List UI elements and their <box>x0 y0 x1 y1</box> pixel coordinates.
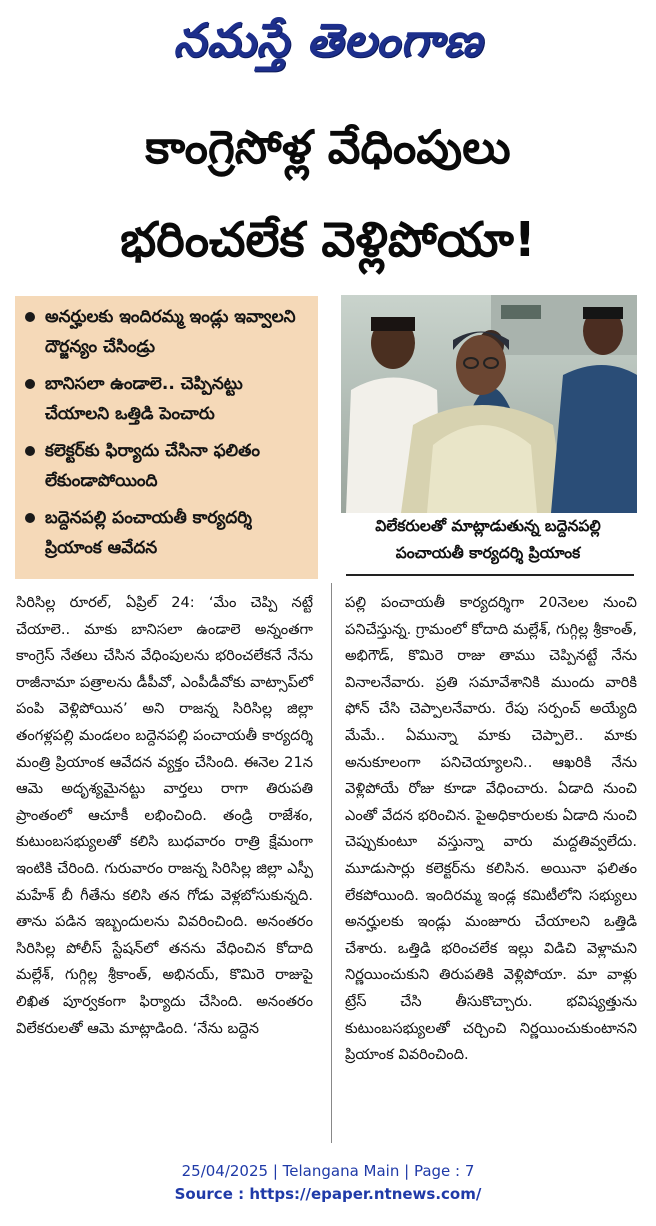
masthead <box>0 0 656 92</box>
column-divider <box>331 583 332 1143</box>
highlight-text: బానిసలా ఉండాలె.. చెప్పినట్టు చేయాలని ఒత్తిడి పెంచారు <box>45 374 243 424</box>
caption-divider <box>346 574 634 576</box>
bullet-icon <box>25 513 35 523</box>
photo-caption <box>357 513 619 567</box>
bullet-icon <box>25 312 35 322</box>
bullet-icon <box>25 379 35 389</box>
highlight-text: బద్దెనపల్లి పంచాయతీ కార్యదర్శి ప్రియాంక ఆవేదన <box>45 508 252 558</box>
bullet-icon <box>25 446 35 456</box>
highlight-item <box>25 302 310 362</box>
footer-edition-info: 25/04/2025 | Telangana Main | Page : 7 <box>181 1162 475 1180</box>
headline-line-1: కాంగ్రెసోళ్ల వేధింపులు <box>145 120 511 174</box>
highlight-item <box>25 369 310 429</box>
footer-source-link[interactable]: Source : https://epaper.ntnews.com/ <box>174 1185 482 1203</box>
photo-illustration <box>341 295 637 513</box>
article-right-column: పల్లి పంచాయతీ కార్యదర్శిగా 20నెలల నుంచి పనిచేస్తున్న. గ్రామంలో కోదాది మల్లేశ్, గుగ్గిల్ల శ్రీకాంత్, అభిగౌడ్, కొమిరె రాజు తాము చెప్పినట్టే నేను వినాలనేవారు. ప్రతి సమావేశానికి ముందు వారికి ఫోన్ చేసి చెప్పాలనేవారు. రేపు సర్పంచ్ అయ్యేది మేమే.. ఏమున్నా మాకు చెప్పాలె.. మాకు అనుకూలంగా పనిచెయ్యాలని.. ఆఖరికి నేను వెళ్లిపోయే రోజు కూడా వేధించారు. ఏడాది నుంచి ఎంతో వేదన భరించిన. పైఅధికారులకు ఏడాది నుంచి చెప్పుకుంటూ వస్తున్నా వారు మద్దతివ్వలేదు. మూడుసార్లు కలెక్టర్‌ను కలిసిన. అయినా ఫలితం లేకపోయింది. ఇందిరమ్మ ఇండ్ల కమిటీలోని సభ్యులు అనర్హులకు ఇండ్లు మంజూరు చేయాలని ఒత్తిడి చేశారు. ఒత్తిడి భరించలేక ఇల్లు విడిచి వెళ్లామని నిర్ణయించుకుని తిరుపతికి వెళ్లిపోయా. మా వాళ్లు ట్రేస్ చేసి తీసుకొచ్చారు. భవిష్యత్తును కుటుంబసభ్యులతో చర్చించి నిర్ణయించుకుంటానని ప్రియాంక వివరించింది. <box>345 594 637 1064</box>
highlights-box <box>15 296 318 579</box>
article-left-column: సిరిసిల్ల రూరల్, ఏప్రిల్ 24: ‘మేం చెప్పి నట్టే చేయాలె.. మాకు బానిసలా ఉండాలె అన్నంతగా కాంగ్రెస్ నేతలు చేసిన వేధింపులను భరించలేకనే నేను రాజీనామా పత్రాలను డీపీవో, ఎంపీడీవోకు వాట్సాప్‌లో పంపి వెళ్లిపోయిన’ అని రాజన్న సిరిసిల్ల జిల్లా తంగళ్లపల్లి మండలం బద్దెనపల్లి పంచాయతీ కార్యదర్శి మంత్రి ప్రియాంక ఆవేదన వ్యక్తం చేసింది. ఈనెల 21న ఆమె అదృశ్యమైనట్టు వార్తలు రాగా తిరుపతి ప్రాంతంలో ఆచూకీ లభించింది. తండ్రి రాజేశం, కుటుంబసభ్యులతో కలిసి బుధవారం రాత్రి క్షేమంగా ఇంటికి చేరింది. గురువారం రాజన్న సిరిసిల్ల జిల్లా ఎస్పీ మహేశ్ బీ గీతేను కలిసి తన గోడు వెళ్లబోసుకున్నది. తాను పడిన ఇబ్బందులను వివరించింది. అనంతరం సిరిసిల్ల పోలీస్ స్టేషన్‌లో తనను వేధించిన కోదాది మల్లేశ్, గుగ్గిల్ల శ్రీకాంత్, అభినయ్, కొమిరె రాజుపై లిఖిత పూర్వకంగా ఫిర్యాదు చేసింది. అనంతరం విలేకరులతో ఆమె మాట్లాడింది. ‘నేను బద్దెన <box>16 594 313 1037</box>
highlight-text: కలెక్టర్‌కు ఫిర్యాదు చేసినా ఫలితం లేకుండాపోయింది <box>45 441 260 491</box>
highlight-text: అనర్హులకు ఇందిరమ్మ ఇండ్లు ఇవ్వాలని దౌర్జన్యం చేసిండ్రు <box>45 307 296 357</box>
masthead-title: నమస్తే తెలంగాణ <box>173 13 483 67</box>
photo-caption-line-1: విలేకరులతో మాట్లాడుతున్న బద్దెనపల్లి <box>375 517 601 535</box>
photo-caption-line-2: పంచాయతీ కార్యదర్శి ప్రియాంక <box>395 544 581 562</box>
headline-line-2: భరించలేక వెళ్లిపోయా! <box>120 212 536 268</box>
highlight-item <box>25 503 310 563</box>
news-photo <box>341 295 637 513</box>
highlight-item <box>25 436 310 496</box>
